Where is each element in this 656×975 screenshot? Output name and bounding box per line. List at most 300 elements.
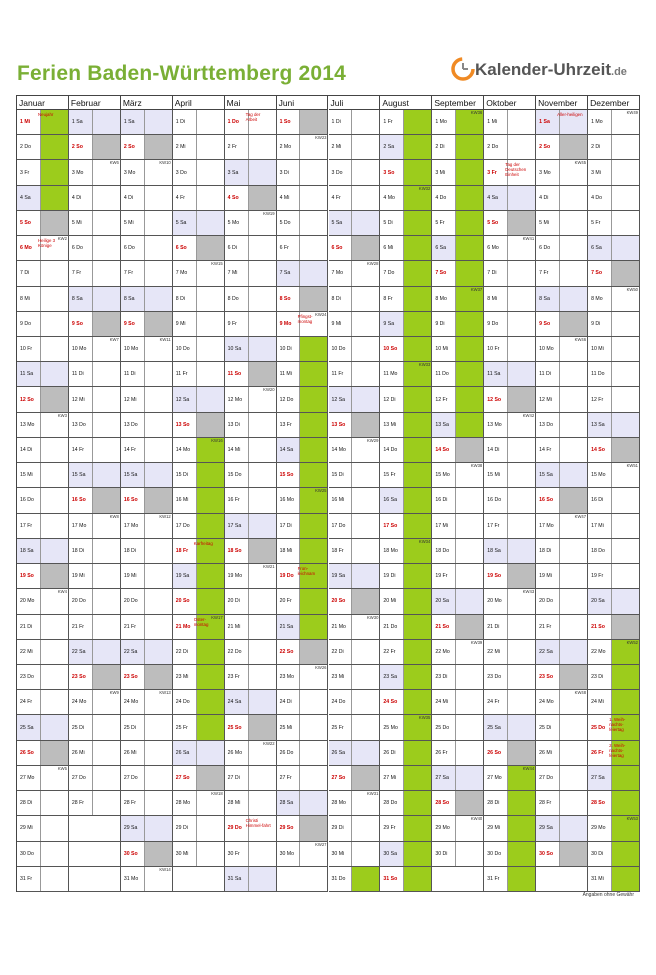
calendar-week: KW37 bbox=[470, 286, 483, 292]
day-cell bbox=[277, 766, 329, 791]
day-label: 19 So bbox=[20, 573, 34, 580]
day-cell bbox=[536, 211, 588, 236]
day-cell bbox=[536, 261, 588, 286]
day-label: 6 Sa bbox=[435, 245, 446, 252]
clock-icon bbox=[451, 54, 475, 84]
day-marker bbox=[92, 110, 120, 134]
day-label: 24 So bbox=[383, 699, 398, 706]
day-label: 25 Di bbox=[539, 724, 552, 731]
day-marker bbox=[351, 715, 379, 739]
day-label: 28 Fr bbox=[539, 800, 552, 807]
day-label: 17 Do bbox=[175, 522, 190, 529]
calendar-week: KW27 bbox=[315, 841, 327, 847]
day-marker bbox=[92, 312, 120, 336]
day-marker bbox=[248, 337, 276, 361]
day-label: 5 Mi bbox=[71, 220, 82, 226]
day-label: 31 Do bbox=[331, 875, 346, 882]
day-label: 12 Fr bbox=[435, 396, 448, 403]
day-label: 6 Mo bbox=[487, 245, 499, 252]
day-cell bbox=[225, 160, 277, 185]
day-label: 13 Sa bbox=[591, 421, 605, 428]
day-marker bbox=[403, 135, 431, 159]
day-cell bbox=[225, 413, 277, 438]
day-label: 8 So bbox=[279, 295, 291, 302]
day-cell bbox=[380, 741, 432, 766]
day-marker bbox=[403, 766, 431, 790]
day-cell bbox=[484, 640, 536, 665]
day-label: 26 Fr bbox=[435, 749, 448, 756]
day-label: 14 Mo bbox=[331, 447, 346, 454]
day-marker bbox=[144, 615, 172, 639]
day-cell bbox=[69, 438, 121, 463]
day-marker bbox=[40, 842, 68, 866]
day-label: 21 Fr bbox=[71, 623, 85, 630]
day-marker bbox=[40, 539, 68, 563]
day-cell bbox=[536, 135, 588, 160]
day-cell bbox=[484, 261, 536, 286]
day-marker bbox=[299, 362, 327, 386]
day-label: 25 Do bbox=[591, 724, 606, 731]
day-cell bbox=[536, 766, 588, 791]
day-marker bbox=[196, 741, 224, 765]
day-marker bbox=[144, 362, 172, 386]
calendar-week: KW21 bbox=[263, 564, 275, 570]
day-marker bbox=[351, 514, 379, 538]
day-label: 8 Mo bbox=[435, 295, 447, 302]
day-label: 22 Sa bbox=[71, 648, 86, 655]
day-marker bbox=[144, 463, 172, 487]
day-cell bbox=[329, 413, 381, 438]
day-cell bbox=[380, 842, 432, 867]
day-marker bbox=[92, 261, 120, 285]
day-label: 24 Di bbox=[279, 699, 292, 706]
day-cell bbox=[536, 715, 588, 740]
day-cell bbox=[173, 337, 225, 362]
day-marker bbox=[40, 741, 68, 765]
day-marker bbox=[92, 589, 120, 613]
day-marker bbox=[248, 766, 276, 790]
day-cell bbox=[380, 867, 432, 892]
day-marker bbox=[248, 539, 276, 563]
calendar-week: KW10 bbox=[159, 160, 171, 166]
day-marker bbox=[403, 615, 431, 639]
day-marker bbox=[92, 438, 120, 462]
calendar-week: KW39 bbox=[470, 639, 483, 645]
day-marker bbox=[299, 337, 327, 361]
day-label: 14 Fr bbox=[71, 447, 85, 454]
day-marker bbox=[507, 135, 535, 159]
empty-cell bbox=[69, 867, 121, 892]
day-label: 14 So bbox=[591, 447, 605, 454]
day-marker bbox=[403, 842, 431, 866]
day-label: 26 Mi bbox=[539, 749, 552, 756]
day-marker bbox=[92, 413, 120, 437]
day-marker bbox=[248, 791, 276, 815]
day-cell bbox=[173, 615, 225, 640]
day-cell bbox=[69, 186, 121, 211]
day-marker bbox=[559, 135, 587, 159]
day-marker bbox=[455, 438, 483, 462]
day-label: 11 So bbox=[227, 371, 242, 378]
day-cell bbox=[484, 665, 536, 690]
calendar-week: KW28 bbox=[367, 261, 379, 267]
day-cell bbox=[536, 564, 588, 589]
day-cell bbox=[121, 261, 173, 286]
day-marker bbox=[611, 665, 639, 689]
day-label: 6 Do bbox=[123, 245, 135, 252]
day-cell bbox=[121, 564, 173, 589]
day-cell bbox=[225, 816, 277, 841]
day-marker bbox=[351, 539, 379, 563]
day-marker bbox=[611, 236, 639, 260]
day-marker bbox=[507, 312, 535, 336]
day-cell bbox=[69, 110, 121, 135]
day-label: 25 Mi bbox=[279, 724, 293, 731]
day-label: 8 Di bbox=[331, 295, 341, 302]
day-label: 28 Do bbox=[383, 800, 398, 807]
day-label: 2 Sa bbox=[383, 144, 395, 151]
calendar-week: KW5 bbox=[57, 765, 67, 771]
day-cell bbox=[380, 236, 432, 261]
day-marker bbox=[92, 564, 120, 588]
day-cell bbox=[588, 741, 640, 766]
day-label: 20 Mo bbox=[487, 598, 502, 605]
day-cell bbox=[484, 186, 536, 211]
day-cell bbox=[484, 312, 536, 337]
day-label: 5 Fr bbox=[591, 220, 601, 226]
day-label: 20 So bbox=[331, 598, 346, 605]
day-marker bbox=[92, 741, 120, 765]
day-marker bbox=[299, 539, 327, 563]
day-cell bbox=[432, 564, 484, 589]
day-cell bbox=[17, 236, 69, 261]
day-label: 12 Fr bbox=[591, 396, 604, 403]
day-label: 16 Mi bbox=[175, 497, 189, 504]
day-label: 14 Di bbox=[20, 447, 33, 454]
day-label: 18 Sa bbox=[20, 547, 34, 554]
day-label: 4 Do bbox=[591, 194, 603, 201]
day-label: 25 Fr bbox=[175, 724, 188, 731]
day-label: 30 Do bbox=[487, 850, 502, 857]
day-cell bbox=[588, 816, 640, 841]
day-cell bbox=[432, 514, 484, 539]
holiday-label: Heilige 3 Könige bbox=[38, 238, 56, 249]
day-cell bbox=[484, 463, 536, 488]
day-label: 13 Do bbox=[539, 421, 553, 428]
day-label: 19 Mi bbox=[71, 573, 85, 580]
day-marker bbox=[351, 842, 379, 866]
day-cell bbox=[432, 110, 484, 135]
day-marker bbox=[144, 715, 172, 739]
day-cell bbox=[380, 539, 432, 564]
day-marker bbox=[611, 539, 639, 563]
day-marker bbox=[403, 160, 431, 184]
day-cell bbox=[588, 640, 640, 665]
calendar-week: KW49 bbox=[626, 110, 638, 115]
day-marker bbox=[144, 791, 172, 815]
day-marker bbox=[144, 236, 172, 260]
day-cell bbox=[329, 539, 381, 564]
day-cell bbox=[380, 135, 432, 160]
day-cell bbox=[173, 211, 225, 236]
day-label: 19 Do bbox=[279, 573, 294, 580]
day-cell bbox=[536, 413, 588, 438]
day-label: 30 Sa bbox=[383, 850, 397, 857]
day-label: 13 Fr bbox=[279, 421, 292, 428]
day-marker bbox=[455, 715, 483, 739]
holiday-label: Oster-montag bbox=[193, 616, 209, 627]
day-label: 17 Fr bbox=[487, 522, 500, 529]
day-label: 10 Mo bbox=[123, 346, 139, 353]
day-cell bbox=[225, 287, 277, 312]
day-cell bbox=[173, 362, 225, 387]
calendar-week: KW30 bbox=[367, 614, 379, 620]
day-marker bbox=[248, 362, 276, 386]
day-label: 17 Do bbox=[331, 522, 346, 529]
day-label: 9 So bbox=[539, 320, 551, 327]
day-marker bbox=[455, 186, 483, 210]
day-cell bbox=[121, 438, 173, 463]
day-marker bbox=[403, 589, 431, 613]
day-label: 23 Mi bbox=[331, 674, 345, 681]
day-marker bbox=[144, 539, 172, 563]
day-cell bbox=[588, 842, 640, 867]
day-cell bbox=[121, 312, 173, 337]
day-cell bbox=[380, 287, 432, 312]
day-cell bbox=[173, 236, 225, 261]
day-cell bbox=[484, 135, 536, 160]
day-cell bbox=[121, 665, 173, 690]
day-marker bbox=[144, 438, 172, 462]
day-marker bbox=[559, 842, 587, 866]
day-cell bbox=[69, 413, 121, 438]
day-label: 25 Fr bbox=[331, 724, 344, 731]
day-marker bbox=[351, 816, 379, 840]
day-cell bbox=[69, 135, 121, 160]
day-label: 26 Mi bbox=[123, 749, 137, 756]
day-label: 12 Sa bbox=[175, 396, 190, 403]
day-label: 27 Do bbox=[71, 774, 86, 781]
day-marker bbox=[559, 741, 587, 765]
day-label: 11 Mo bbox=[383, 371, 398, 378]
day-cell bbox=[277, 514, 329, 539]
day-cell bbox=[432, 715, 484, 740]
day-label: 21 So bbox=[435, 623, 450, 630]
day-cell bbox=[432, 640, 484, 665]
day-cell bbox=[380, 337, 432, 362]
calendar-week: KW24 bbox=[315, 311, 327, 317]
day-cell bbox=[432, 236, 484, 261]
day-label: 8 Mo bbox=[591, 295, 603, 302]
day-label: 12 So bbox=[20, 396, 34, 403]
month-header-0: Januar bbox=[17, 96, 69, 110]
day-cell bbox=[588, 665, 640, 690]
day-cell bbox=[329, 741, 381, 766]
day-cell bbox=[329, 110, 381, 135]
day-cell bbox=[121, 186, 173, 211]
day-marker bbox=[507, 488, 535, 512]
day-marker bbox=[196, 690, 224, 714]
day-label: 17 Di bbox=[279, 522, 292, 529]
day-marker bbox=[507, 110, 535, 134]
day-label: 19 Mo bbox=[227, 573, 243, 580]
day-marker bbox=[299, 463, 327, 487]
day-label: 20 Sa bbox=[435, 598, 449, 605]
day-marker bbox=[559, 312, 587, 336]
day-cell bbox=[536, 387, 588, 412]
day-label: 29 Fr bbox=[383, 825, 396, 832]
day-marker bbox=[403, 791, 431, 815]
day-label: 25 Di bbox=[123, 724, 136, 731]
day-cell bbox=[380, 211, 432, 236]
day-cell bbox=[329, 564, 381, 589]
day-marker bbox=[403, 413, 431, 437]
day-marker bbox=[299, 589, 327, 613]
calendar-week: KW42 bbox=[522, 412, 535, 418]
day-marker bbox=[351, 387, 379, 411]
day-label: 14 Sa bbox=[279, 447, 294, 454]
day-marker bbox=[196, 236, 224, 260]
day-label: 23 Do bbox=[20, 674, 34, 681]
day-cell bbox=[225, 564, 277, 589]
day-cell bbox=[277, 211, 329, 236]
day-cell bbox=[484, 287, 536, 312]
day-label: 31 Fr bbox=[20, 875, 33, 882]
day-cell bbox=[225, 387, 277, 412]
day-label: 4 Fr bbox=[331, 194, 341, 201]
day-cell bbox=[69, 514, 121, 539]
day-cell bbox=[380, 387, 432, 412]
day-cell bbox=[588, 438, 640, 463]
day-cell bbox=[225, 463, 277, 488]
day-cell bbox=[588, 539, 640, 564]
day-label: 6 So bbox=[331, 245, 343, 252]
day-marker bbox=[40, 387, 68, 411]
day-label: 3 Do bbox=[175, 169, 187, 176]
calendar-week: KW33 bbox=[418, 362, 431, 368]
day-marker bbox=[144, 186, 172, 210]
day-label: 7 Mo bbox=[175, 270, 188, 277]
day-cell bbox=[173, 766, 225, 791]
day-marker bbox=[144, 766, 172, 790]
day-cell bbox=[536, 110, 588, 135]
day-label: 20 Do bbox=[71, 598, 86, 605]
day-label: 27 So bbox=[175, 774, 190, 781]
calendar-week: KW40 bbox=[470, 816, 483, 822]
day-cell bbox=[536, 842, 588, 867]
day-cell bbox=[380, 488, 432, 513]
day-marker bbox=[507, 438, 535, 462]
day-label: 2 So bbox=[123, 144, 135, 151]
day-cell bbox=[173, 539, 225, 564]
day-marker bbox=[507, 867, 535, 891]
day-label: 11 Sa bbox=[20, 371, 34, 378]
day-cell bbox=[484, 438, 536, 463]
day-label: 27 Sa bbox=[435, 774, 449, 781]
day-marker bbox=[611, 135, 639, 159]
day-label: 6 Di bbox=[227, 245, 237, 252]
day-marker bbox=[299, 816, 327, 840]
day-cell bbox=[173, 438, 225, 463]
day-marker bbox=[196, 816, 224, 840]
day-label: 2 Mi bbox=[175, 144, 186, 151]
day-marker bbox=[559, 715, 587, 739]
month-header-9: Oktober bbox=[484, 96, 536, 110]
day-label: 16 Do bbox=[487, 497, 502, 504]
day-marker bbox=[248, 160, 276, 184]
day-cell bbox=[225, 110, 277, 135]
day-cell bbox=[536, 438, 588, 463]
logo[interactable] bbox=[451, 52, 641, 88]
day-cell bbox=[588, 387, 640, 412]
day-label: 10 Fr bbox=[20, 346, 33, 353]
day-cell bbox=[432, 160, 484, 185]
day-marker bbox=[455, 842, 483, 866]
day-marker bbox=[248, 488, 276, 512]
day-label: 23 Sa bbox=[383, 674, 397, 681]
day-cell bbox=[17, 665, 69, 690]
day-cell bbox=[17, 715, 69, 740]
day-label: 2 Fr bbox=[227, 144, 237, 151]
day-cell bbox=[536, 287, 588, 312]
day-cell bbox=[121, 488, 173, 513]
day-label: 6 So bbox=[175, 245, 187, 252]
day-label: 7 So bbox=[435, 270, 447, 277]
day-marker bbox=[196, 186, 224, 210]
day-marker bbox=[559, 615, 587, 639]
day-label: 13 Mo bbox=[20, 421, 35, 428]
day-cell bbox=[17, 615, 69, 640]
day-marker bbox=[507, 539, 535, 563]
day-marker bbox=[611, 867, 639, 891]
day-marker bbox=[455, 413, 483, 437]
day-cell bbox=[277, 413, 329, 438]
day-label: 25 Mo bbox=[383, 724, 398, 731]
day-cell bbox=[173, 186, 225, 211]
day-cell bbox=[173, 640, 225, 665]
day-label: 16 Di bbox=[435, 497, 448, 504]
day-label: 18 Di bbox=[539, 547, 552, 554]
day-marker bbox=[40, 665, 68, 689]
day-label: 31 Fr bbox=[487, 875, 500, 882]
day-cell bbox=[380, 186, 432, 211]
day-label: 2 Di bbox=[435, 144, 445, 151]
day-label: 3 Fr bbox=[20, 169, 30, 176]
day-marker bbox=[507, 640, 535, 664]
day-marker bbox=[92, 387, 120, 411]
day-cell bbox=[17, 438, 69, 463]
day-cell bbox=[17, 488, 69, 513]
day-label: 16 Fr bbox=[227, 497, 240, 504]
day-cell bbox=[329, 867, 381, 892]
calendar-week: KW46 bbox=[574, 337, 587, 343]
day-label: 14 Mi bbox=[227, 447, 241, 454]
day-cell bbox=[17, 564, 69, 589]
day-label: 7 So bbox=[591, 270, 603, 277]
day-marker bbox=[299, 211, 327, 235]
empty-cell bbox=[173, 867, 225, 892]
day-marker bbox=[40, 337, 68, 361]
day-label: 2 Do bbox=[487, 144, 499, 151]
day-marker bbox=[559, 564, 587, 588]
day-label: 30 Fr bbox=[227, 850, 240, 857]
month-header-2: März bbox=[121, 96, 173, 110]
day-cell bbox=[588, 615, 640, 640]
day-label: 9 Di bbox=[435, 320, 445, 327]
day-cell bbox=[69, 362, 121, 387]
day-marker bbox=[299, 160, 327, 184]
day-marker bbox=[196, 287, 224, 311]
